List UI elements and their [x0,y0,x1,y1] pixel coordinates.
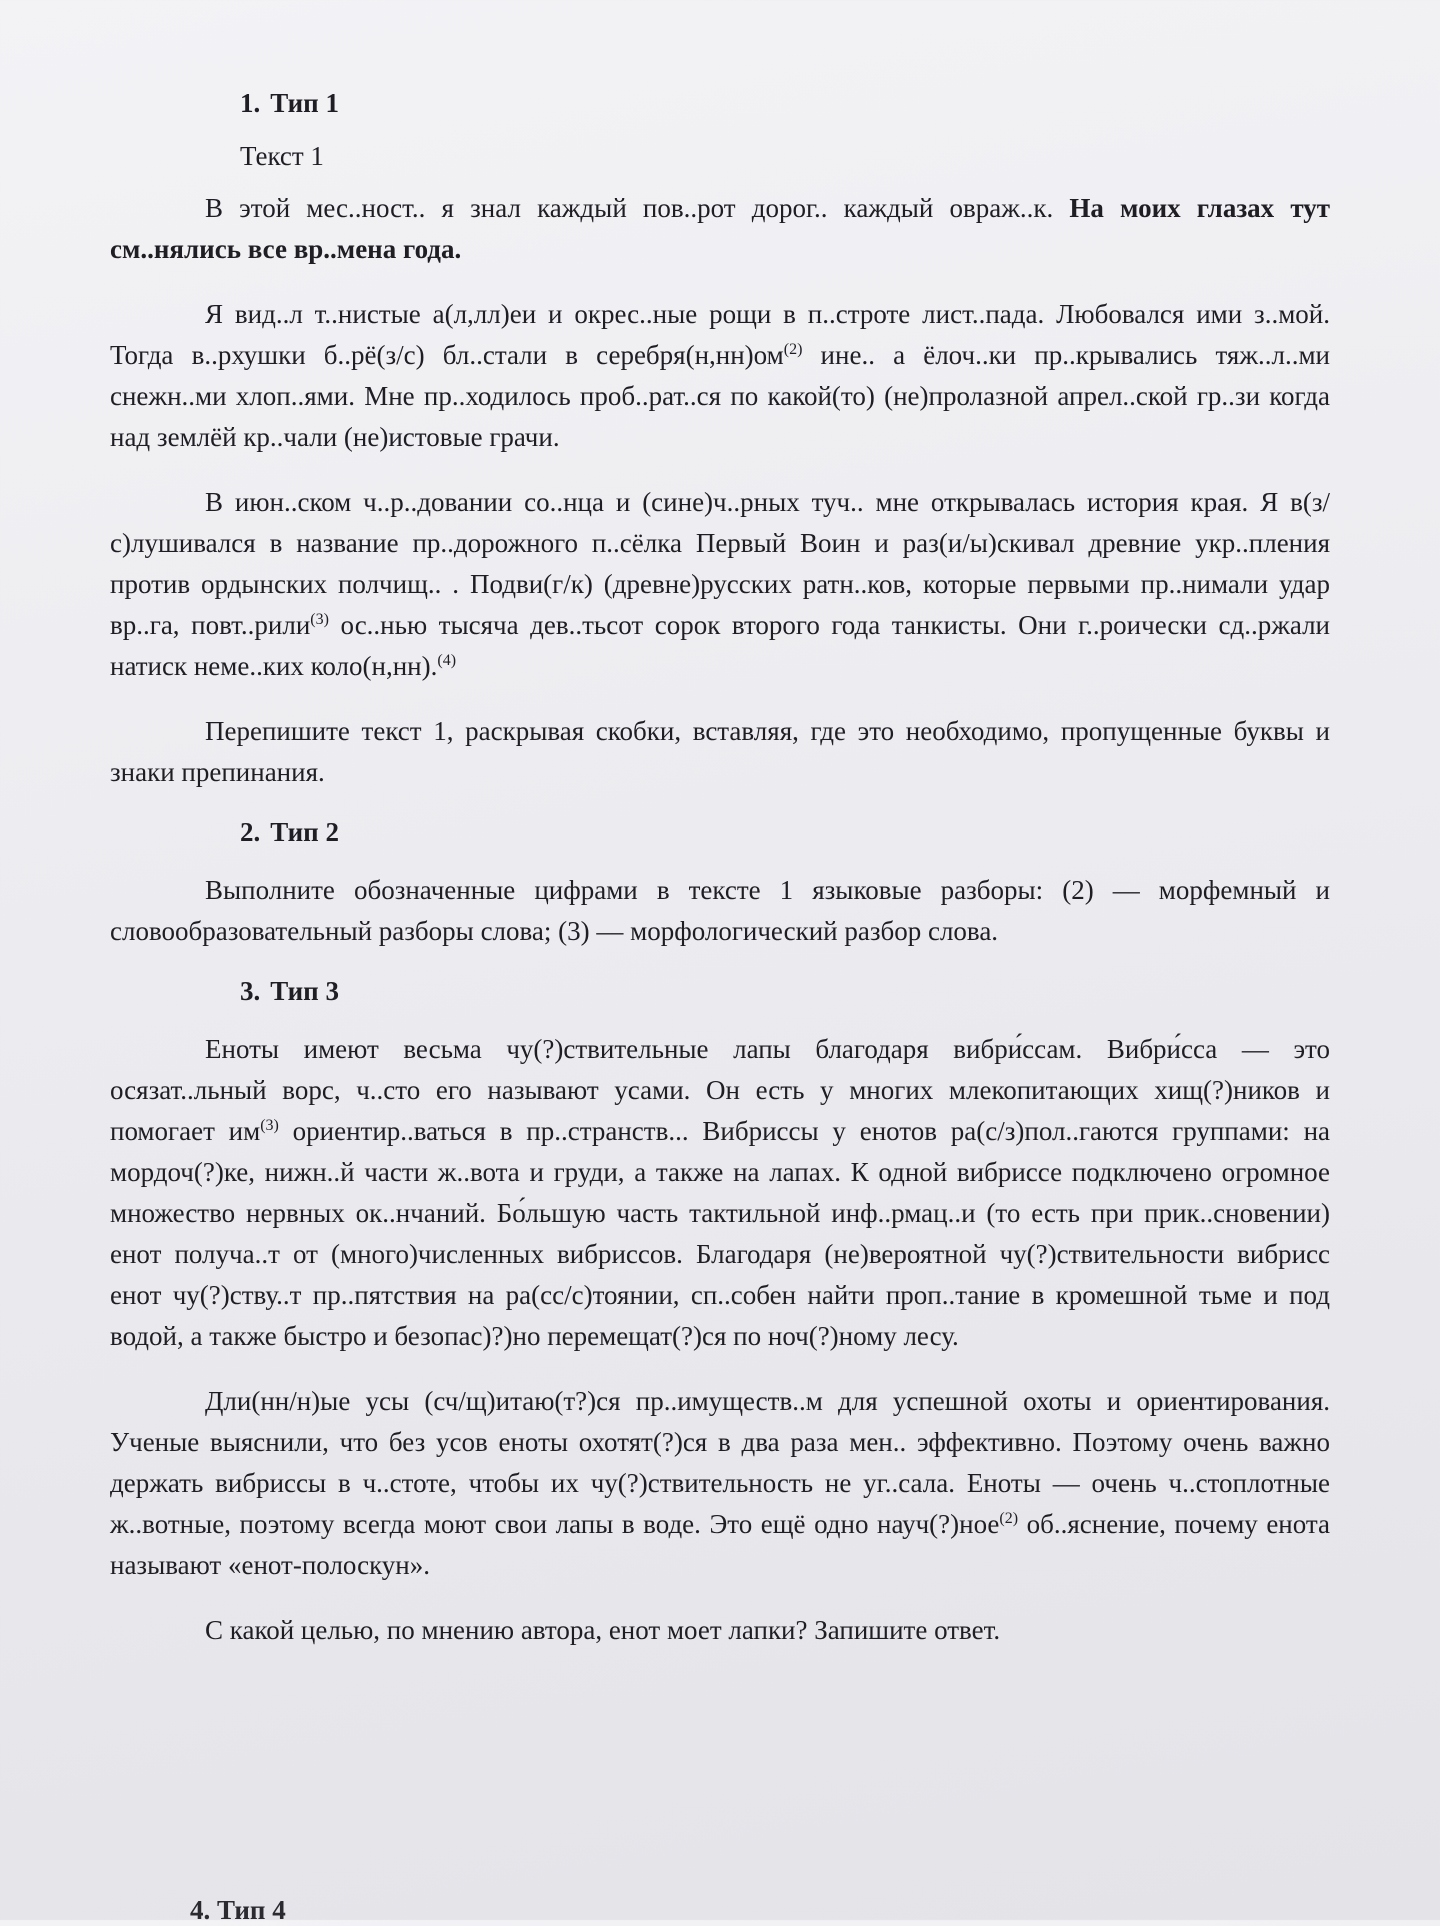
section-number: 3. [240,976,261,1006]
section-1-heading [240,88,1330,119]
paragraph-text: ине.. а ёлоч..ки пр..крывались тяж..л..ми снежн..ми хлоп..ями. Мне пр..ходилось проб..рат..ся по какой(то) (не)пролазной апрел..ской гр..зи когда над землёй кр..чали (не)истовые грачи. [110,340,1331,452]
section-3-heading [240,976,1330,1007]
section-number: 1. [240,88,261,118]
paragraph-text: Дли(нн/н)ые усы (сч/щ)итаю(т?)ся пр..имуществ..м для успешной охоты и ориентирования. Ученые выяснили, что без усов еноты охотят(?)ся в два раза мен.. эффективно. Поэтому очень важно держать вибриссы в ч..стоте, чтобы их чу(?)ствительность не уг..сала. Еноты — очень ч..стоплотные ж..вотные, поэтому всегда моют свои лапы в воде. Это ещё одно науч(?)ное [110,1386,1330,1539]
footnote-marker: (2) [783,341,803,358]
section-title: Тип 1 [270,88,339,118]
bold-sentence: На моих глазах тут см..нялись все вр..мена года. [110,193,1330,264]
task1-paragraph-1 [110,188,1330,270]
section-2-heading [240,817,1330,848]
task1-paragraph-2 [110,294,1330,458]
task1-instruction: Перепишите текст 1, раскрывая скобки, вставляя, где это необходимо, пропущенные буквы и знаки препинания. [110,716,1330,787]
task1-paragraph-3 [110,482,1330,687]
paragraph-text: В июн..ском ч..р..довании со..нца и (сине)ч..рных туч.. мне открывалась история края. Я в(з/с)лушивался в название пр..дорожного п..сёлка Первый Воин и раз(и/ы)скивал древние укр..пления против ордынских полчищ.. . Подви(г/к) (древне)русских ратн..ков, которые первыми пр..нимали удар вр..га, повт..рили [110,487,1330,640]
section-number: 4. [190,1895,211,1925]
task3-paragraph-2 [110,1381,1330,1586]
section-4-heading [190,1895,286,1926]
paragraph-text: ориентир..ваться в пр..странств... Вибриссы у енотов ра(с/з)пол..гаются группами: на мордоч(?)ке, нижн..й части ж..вота и груди, а также на лапах. К одной вибриссе подключено огромное множество нервных ок..нчаний. Бо́льшую часть тактильной инф..рмац..и (то есть при прик..сновении) енот получа..т от (много)численных вибриссов. Благодаря (не)вероятной чу(?)ствительности вибрисс енот чу(?)ству..т пр..пятствия на ра(сс/с)тоянии, сп..собен найти проп..тание в кромешной тьме и под водой, а также быстро и безопас)?)но перемещат(?)ся по ноч(?)ному лесу. [110,1116,1331,1351]
section-title: Тип 4 [217,1895,286,1925]
footnote-marker: (3) [260,1117,279,1134]
paragraph-text: Еноты имеют весьма чу(?)ствительные лапы благодаря вибри́ссам. Вибри́сса — это осязат..льный ворс, ч..сто его называют усами. Он есть у многих млекопитающих хищ(?)ников и помогает им [110,1034,1330,1146]
section-title: Тип 3 [270,976,339,1006]
paragraph-text: В этой мес..ност.. я знал каждый пов..рот дорог.. каждый овраж..к. [205,193,1070,223]
section-title: Тип 2 [270,817,339,847]
footnote-marker: (3) [310,611,329,628]
footnote-marker: (4) [437,652,457,669]
paragraph-text: ос..нью тысяча дев..тьсот сорок второго года танкисты. Они г..роически сд..ржали натиск неме..ких коло(н,нн). [110,610,1330,681]
task3-paragraph-1 [110,1029,1330,1357]
task3-question: С какой целью, по мнению автора, енот моет лапки? Запишите ответ. [205,1615,1001,1645]
text-label: Текст 1 [240,141,324,171]
paragraph-text: об..яснение, почему енота называют «енот-полоскун». [110,1509,1331,1580]
task2-text: Выполните обозначенные цифрами в тексте 1 языковые разборы: (2) — морфемный и словообразовательный разборы слова; (3) — морфологический разбор слова. [110,875,1330,946]
section-number: 2. [240,817,261,847]
footnote-marker: (2) [999,1510,1019,1527]
paragraph-text: Я вид..л т..нистые а(л,лл)еи и окрес..ные рощи в п..строте лист..пада. Любовался ими з..мой. Тогда в..рхушки б..рё(з/с) бл..стали в серебря(н,нн)ом [110,299,1330,370]
